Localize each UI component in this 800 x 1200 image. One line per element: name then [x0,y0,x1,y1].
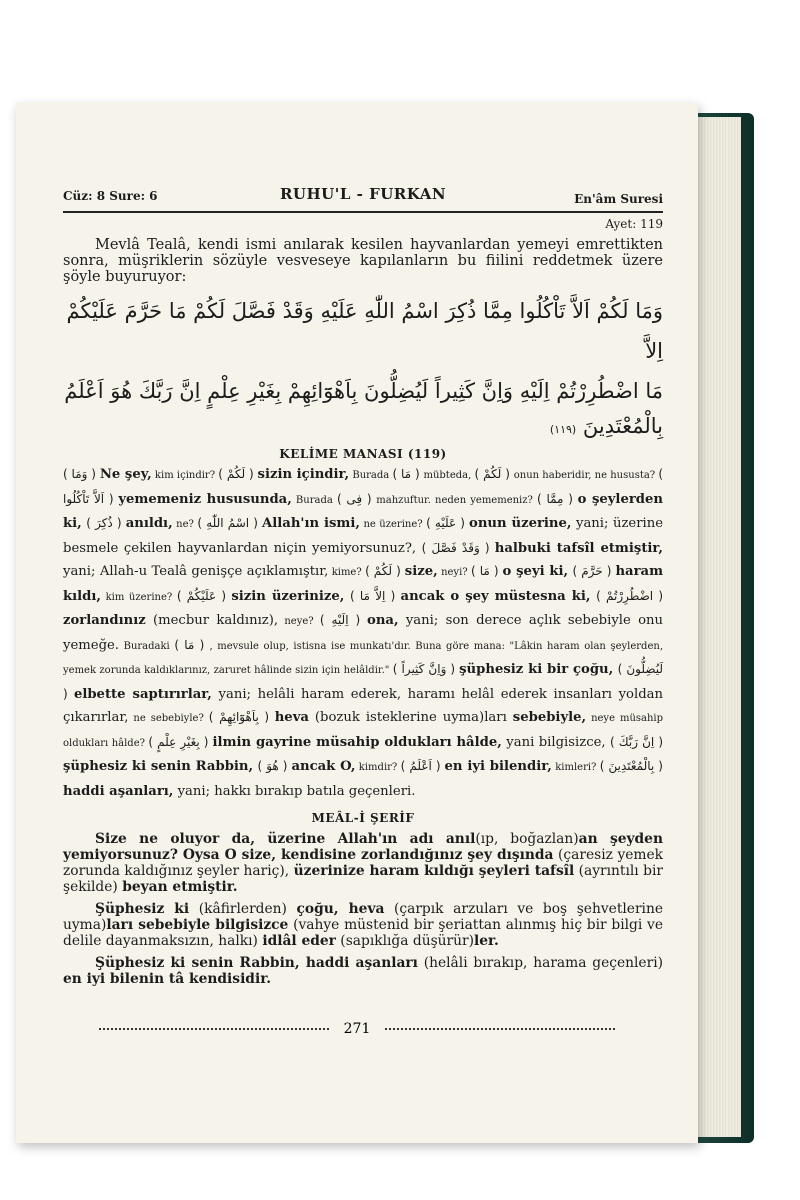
gloss-segment: zorlandınız [63,613,146,628]
gloss-segment: ( اسْمُ اللّٰهِ ) [197,516,263,530]
meal-paragraph [63,901,663,949]
ayet-number: Ayet: 119 [605,217,663,231]
gloss-segment: elbette saptırırlar, [73,686,212,702]
gloss-segment: ( مَا ) [392,467,424,481]
book-page [16,103,698,1143]
gloss-segment: kim içindir? [151,470,219,481]
gloss-segment: , mevsule olup, istisna ise munkatı'dır. Buna göre mana: "Lâkin haram olan şeylerden, yemek zorunda kaldıklarınız, zaruret hâlinde sizin için helâldir." [63,640,663,676]
gloss-segment: ( عَلَيْكُمْ ) [176,588,232,603]
gloss-segment: neye müsahip oldukları hâlde? [63,713,664,749]
arabic-line-2: مَا اضْطُرِرْتُمْ اِلَيْهِ وَاِنَّ كَثِيراً لَيُضِلُّونَ بِاَهْوَٓائِهِمْ بِغَيْرِ عِلْمٍ اِنَّ رَبَّكَ هُوَ اَعْلَمُ [64,379,663,403]
arabic-verse [63,291,663,445]
page-edges [692,117,741,1137]
footer-dots-left [99,1028,329,1030]
gloss-segment: (bozuk isteklerine uyma)ları [308,710,513,725]
page-number: 271 [343,1021,371,1037]
meal-section [63,831,663,987]
gloss-segment: ( اَلاَّ تَاْكُلُوا ) [63,467,664,506]
gloss-segment: neyi? [437,567,472,578]
gloss-segment: sebebiyle, [512,710,587,725]
meal-segment: Şüphesiz ki [95,901,190,917]
gloss-segment: halbuki tafsîl etmiştir, [494,540,664,556]
meal-segment: beyan etmiştir. [122,879,238,895]
gloss-segment: ancak o şey müstesna ki, [400,588,591,604]
gloss-segment: kim üzerine? [100,591,177,603]
meal-segment: Şüphesiz ki senin Rabbin, haddi aşanları [95,955,418,971]
meal-segment: (sapıklığa düşürür) [335,933,475,949]
gloss-segment: ilmin gayrine müsahip oldukları hâlde, [212,734,502,750]
gloss-segment: onun haberidir, ne hususta? [513,470,659,481]
meal-segment: çoğu, heva [296,901,385,917]
gloss-segment: ( اِلاَّ مَا ) [349,588,401,603]
gloss-segment: Burada [349,470,393,481]
arabic-line-1: وَمَا لَكُمْ اَلاَّ تَاْكُلُوا مِمَّا ذُكِرَ اسْمُ اللّٰهِ عَلَيْهِ وَقَدْ فَصَّلَ لَكُمْ مَا حَرَّمَ عَلَيْكُمْ اِلاَّ [66,299,663,363]
gloss-segment: ( حَرَّمَ ) [572,564,616,578]
meal-segment: ları sebebiyle bilgisizce [106,917,289,933]
gloss-segment: sizin içindir, [257,467,350,482]
gloss-segment: mübteda, [423,470,475,481]
meal-segment: an şeyden yemiyorsunuz? Oysa O size, kendisine zorlandığınız şey dışında [63,831,663,863]
intro-paragraph: Mevlâ Tealâ, kendi ismi anılarak kesilen hayvanlardan yemeyi emrettikten sonra, müşriklerin sözüyle vesveseye kapılanların bu fiilini reddetmek üzere şöyle buyuruyor: [63,237,663,285]
gloss-segment: ( اَعْلَمُ ) [400,759,445,773]
gloss-segment: ( فِى ) [336,491,377,506]
gloss-segment: ( اِلَيْهِ ) [319,613,368,627]
verse-number: (١١٩) [549,423,577,436]
book [16,103,756,1143]
gloss-segment: ancak O, [291,759,356,774]
gloss-segment: ( بِالْمُعْتَدِينَ ) [599,759,663,773]
gloss-segment: ( وَاِنَّ كَثِيراً ) [392,662,460,676]
gloss-segment: o şeylerden ki, [63,491,663,531]
gloss-segment: ( هُوَ ) [257,759,292,773]
gloss-segment: onun üzerine, [469,516,572,531]
kelime-title: KELİME MANASI (119) [279,447,447,461]
page-footer [16,1021,698,1037]
footer-dots-right [385,1028,615,1030]
gloss-segment: ( بِغَيْرِ عِلْمٍ ) [148,734,213,749]
gloss-segment: anıldı, [125,516,173,531]
meal-segment: (vahye müstenid bir şeriattan alınmış hiç bir bilgi ve delile dayanmaksızın, halkı) [63,917,663,949]
gloss-segment: yani; helâli haram ederek, haramı helâl ederek insanları yoldan çıkarırlar, [63,686,663,725]
gloss-segment: ( بِاَهْوَٓائِهِمْ ) [208,710,275,724]
meal-segment: (helâli bırakıp, harama geçenleri) [417,955,663,971]
gloss-segment: Allah'ın ismi, [262,516,360,531]
gloss-segment: ( لَكُمْ ) [365,564,405,578]
gloss-segment: ( وَمَا ) [63,467,100,481]
gloss-segment: ( لَكُمْ ) [474,467,514,481]
gloss-segment: Ne şey, [99,467,152,482]
gloss-segment: yememeniz hususunda, [118,491,292,507]
gloss-segment: ( مِمَّا ) [537,491,578,506]
meal-segment: Size ne oluyor da, üzerine Allah'ın adı anıl [95,831,476,847]
page-content [63,181,663,987]
gloss-segment: size, [404,564,438,579]
gloss-segment: haddi aşanları, [63,783,174,799]
meal-segment: (ıp, boğazlan) [475,831,579,847]
gloss-segment: yani; üzerine besmele çekilen hayvanlardan niçin yemiyorsunuz?, [63,516,664,556]
meal-segment: (çarpık arzuları ve boş şehvetlerine uyma) [63,901,663,933]
gloss-segment: şüphesiz ki bir çoğu, [459,662,614,677]
meal-segment: (ayrıntılı bir şekilde) [63,863,663,895]
word-meanings [63,463,663,803]
gloss-segment: heva [274,710,309,725]
gloss-segment: ( لَكُمْ ) [218,467,258,481]
gloss-segment: o şeyi ki, [502,564,569,579]
gloss-segment: ( مَا ) [471,564,503,578]
gloss-segment: haram kıldı, [63,564,664,604]
meal-paragraph [63,955,663,987]
gloss-segment: ne sebebiyle? [128,713,209,724]
arabic-line-3-text: بِالْمُعْتَدِينَ [582,414,663,438]
gloss-segment: ne? [172,519,198,530]
header-section: Cüz: 8 Sure: 6 [63,189,158,203]
meal-segment: en iyi bilenin tâ kendisidir. [63,971,272,987]
arabic-line-3 [63,411,663,445]
meal-segment: ler. [474,933,499,949]
meal-title: MEÂL-İ ŞERİF [311,811,415,825]
gloss-segment: ( مَا ) [174,637,210,652]
gloss-segment: kime? [328,567,366,578]
header-title: RUHU'L - FURKAN [279,185,447,203]
gloss-segment: mahzuftur. neden yememeniz? [376,494,537,506]
header-surah: En'âm Suresi [574,192,663,206]
gloss-segment: yani bilgisizce, [501,734,611,750]
gloss-segment: ona, [367,613,399,628]
gloss-segment: ( اِنَّ رَبَّكَ ) [610,734,663,749]
gloss-segment: ( ذُكِرَ ) [86,516,126,530]
gloss-segment: şüphesiz ki senin Rabbin, [63,759,254,774]
meal-segment: (kâfirlerden) [189,901,297,917]
meal-segment: idlâl eder [262,933,336,949]
running-header [63,181,663,213]
gloss-segment: kimdir? [355,762,401,773]
gloss-segment: (mecbur kaldınız), [145,613,279,628]
gloss-segment: ( لَيُضِلُّونَ ) [63,662,664,701]
gloss-segment: ( عَلَيْهِ ) [426,516,470,530]
gloss-segment: en iyi bilendir, [444,759,552,774]
gloss-segment: sizin üzerinize, [231,588,345,604]
gloss-segment: neye? [278,616,320,627]
gloss-segment: ( وَقَدْ فَصَّلَ ) [421,540,495,555]
gloss-segment: kimleri? [551,762,600,773]
gloss-segment: yani; hakkı bırakıp batıla geçenleri. [173,783,416,799]
gloss-segment: yani; Allah-u Tealâ genişçe açıklamıştır, [63,564,329,579]
meal-segment: üzerinize haram kıldığı şeyleri tafsîl [293,863,575,879]
gloss-segment: Burada [291,494,337,506]
gloss-segment: ne üzerine? [359,519,427,530]
gloss-segment: Buradaki [119,640,175,652]
meal-segment: (çaresiz yemek zorunda kaldığınız şeyler hariç), [63,847,664,879]
meal-paragraph [63,831,663,895]
gloss-segment: yani; son derece açlık sebebiyle onu yemeğe. [63,613,663,653]
gloss-segment: ( اضْطُرِرْتُمْ ) [596,588,664,603]
